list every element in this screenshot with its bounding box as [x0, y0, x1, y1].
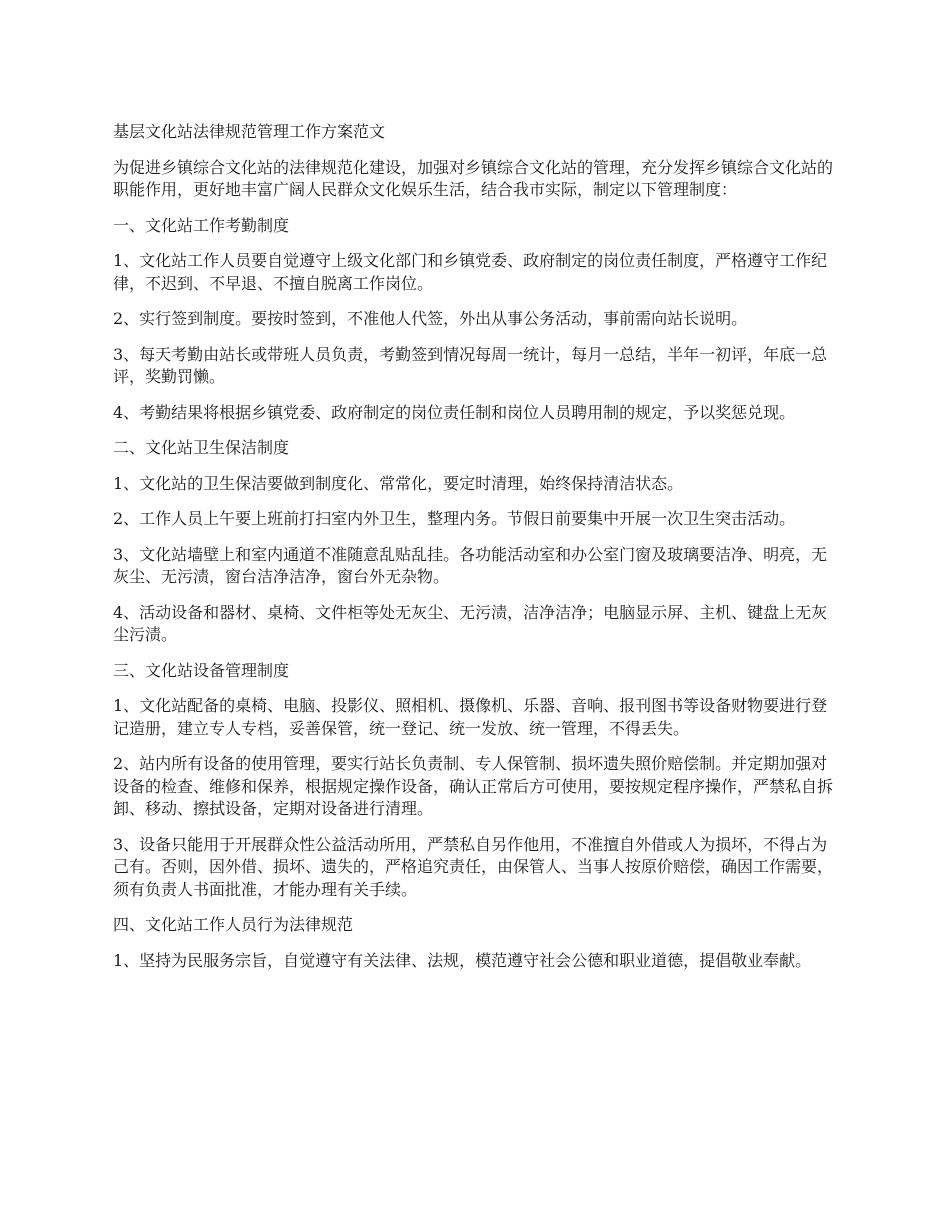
document-body: [113, 121, 838, 985]
paragraph: 1、文化站工作人员要自觉遵守上级文化部门和乡镇党委、政府制定的岗位责任制度，严格遵守工作纪律，不迟到、不早退、不擅自脱离工作岗位。: [113, 251, 828, 293]
paragraph: 2、实行签到制度。要按时签到，不准他人代签，外出从事公务活动，事前需向站长说明。: [113, 309, 748, 328]
paragraph: 4、活动设备和器材、桌椅、文件柜等处无灰尘、无污渍，洁净洁净；电脑显示屏、主机、键盘上无灰尘污渍。: [113, 602, 828, 644]
paragraph: 3、每天考勤由站长或带班人员负责，考勤签到情况每周一统计，每月一总结，半年一初评，年底一总评，奖勤罚懒。: [113, 344, 828, 386]
section-heading-equipment: 三、文化站设备管理制度: [113, 660, 290, 680]
section-heading-hygiene: 二、文化站卫生保洁制度: [113, 438, 290, 457]
intro-paragraph: 为促进乡镇综合文化站的法律规范化建设，加强对乡镇综合文化站的管理，充分发挥乡镇综合文化站的职能作用，更好地丰富广阔人民群众文化娱乐生活，结合我市实际，制定以下管理制度：: [113, 157, 834, 199]
section-heading-attendance: 一、文化站工作考勤制度: [113, 215, 290, 235]
section-heading-conduct: 四、文化站工作人员行为法律规范: [113, 915, 354, 934]
paragraph: 2、站内所有设备的使用管理，要实行站长负责制、专人保管制、损坏遗失照价赔偿制。并定期加强对设备的检查、维修和保养，根据规定操作设备，确认正常后方可使用，要按规定程序操作，严禁私自拆卸、移动、擦拭设备，定期对设备进行清理。: [113, 754, 834, 818]
paragraph: 1、坚持为民服务宗旨，自觉遵守有关法律、法规，模范遵守社会公德和职业道德，提倡敬业奉献。: [113, 950, 812, 970]
paragraph: 1、文化站的卫生保洁要做到制度化、常常化，要定时清理，始终保持清洁状态。: [113, 473, 684, 493]
document-title: 基层文化站法律规范管理工作方案范文: [113, 122, 386, 141]
paragraph: 3、设备只能用于开展群众性公益活动所用，严禁私自另作他用，不准擅自外借或人为损坏，不得占为己有。否则，因外借、损坏、遗失的，严格追究责任，由保管人、当事人按原价赔偿，确因工作需要，须有负责人书面批准，才能办理有关手续。: [113, 834, 834, 899]
paragraph: 1、文化站配备的桌椅、电脑、投影仪、照相机、摄像机、乐器、音响、报刊图书等设备财物要进行登记造册，建立专人专档，妥善保管，统一登记、统一发放、统一管理，不得丢失。: [113, 696, 828, 738]
paragraph: 2、工作人员上午要上班前打扫室内外卫生，整理内务。节假日前要集中开展一次卫生突击活动。: [113, 509, 796, 528]
paragraph: 4、考勤结果将根据乡镇党委、政府制定的岗位责任制和岗位人员聘用制的规定，予以奖惩兑现。: [113, 402, 796, 422]
paragraph: 3、文化站墙壁上和室内通道不准随意乱贴乱挂。各功能活动室和办公室门窗及玻璃要洁净、明亮，无灰尘、无污渍，窗台洁净洁净，窗台外无杂物。: [113, 544, 828, 586]
